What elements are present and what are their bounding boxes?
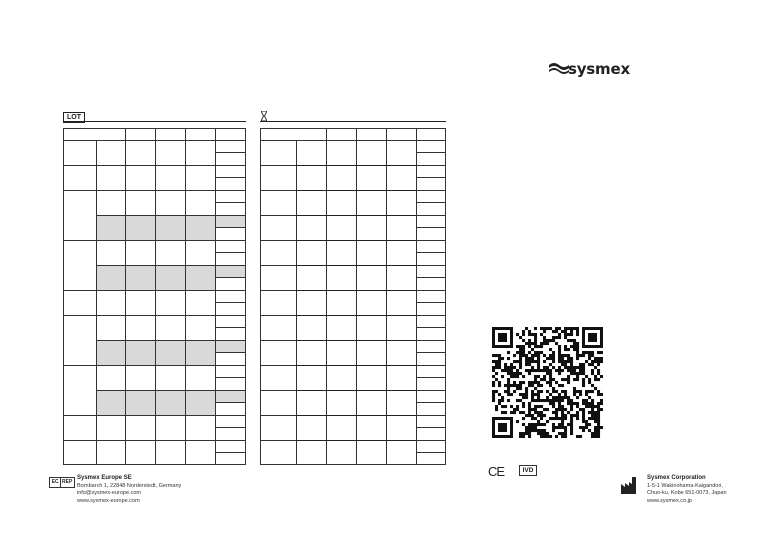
manufacturer-icon — [621, 477, 639, 494]
manufacturer-website: www.sysmex.co.jp — [647, 497, 692, 504]
representative-address — [77, 475, 181, 505]
ivd-symbol: IVD — [519, 465, 537, 476]
row-group-cell — [63, 415, 97, 441]
expiry-line — [260, 121, 446, 122]
qr-code — [492, 327, 603, 438]
ce-mark: CE — [488, 464, 505, 479]
row-group-cell — [63, 165, 97, 191]
lot-line — [63, 121, 246, 122]
row-group-cell — [63, 140, 97, 166]
sysmex-logo — [548, 56, 628, 82]
ec-label: EC — [51, 479, 59, 485]
rep-label: REP — [62, 479, 73, 485]
row-group-cell — [63, 290, 97, 316]
right-table — [260, 128, 446, 465]
row-group-cell — [63, 315, 97, 366]
lot-symbol: LOT — [63, 112, 85, 123]
representative-line: Bornbarch 1, 22848 Norderstedt, Germany — [77, 482, 182, 489]
manufacturer-address — [647, 475, 727, 505]
manufacturer-line: Chuo-ku, Kobe 651-0073, Japan — [647, 490, 727, 496]
manufacturer-line: 1-5-1 Wakinohama-Kaigandori, — [647, 482, 723, 489]
manufacturer-name: Sysmex Corporation — [647, 475, 706, 481]
sysmex-wave-icon — [548, 60, 570, 76]
qr-code-graphic — [492, 327, 603, 438]
left-table — [63, 128, 246, 465]
ec-rep-symbol — [49, 477, 75, 488]
hourglass-icon — [261, 111, 267, 121]
representative-email: info@sysmex-europe.com — [77, 490, 141, 496]
representative-website: www.sysmex-europe.com — [77, 497, 140, 504]
representative-name: Sysmex Europe SE — [77, 475, 132, 481]
row-group-cell — [63, 240, 97, 291]
row-group-cell — [63, 440, 97, 465]
row-group-cell — [63, 365, 97, 416]
logo-wordmark: sysmex — [568, 60, 630, 78]
row-group-cell — [63, 190, 97, 241]
